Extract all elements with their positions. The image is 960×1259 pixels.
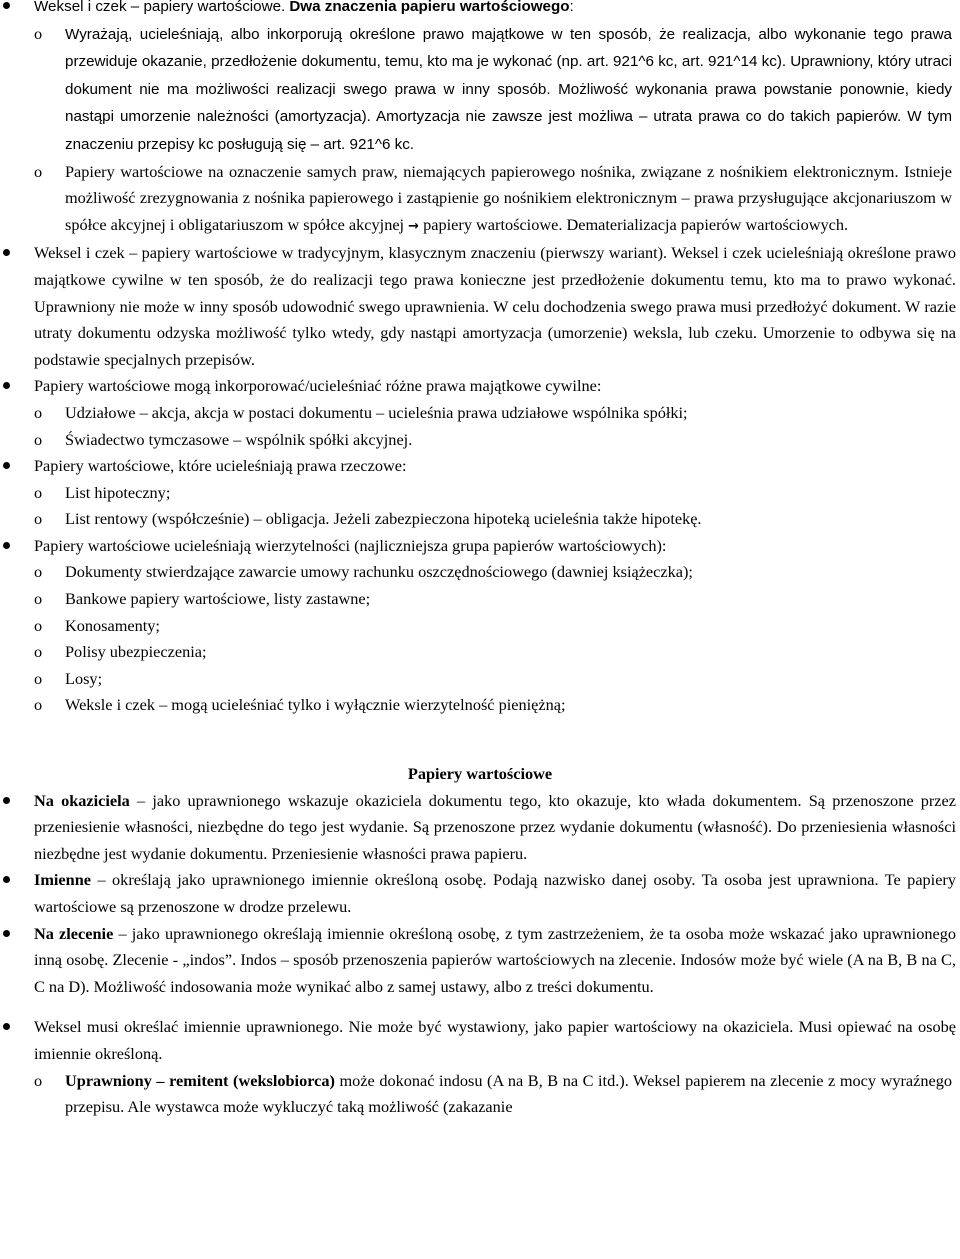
term-description: – jako uprawnionego określają imiennie określoną osobę, z tym zastrzeżeniem, że ta osoba może wskazać jako uprawnionego inną osobę. Zlecenie - „indos”. Indos – sposób przenoszenia papierów wartościowych na zlecenie. Indosów może być wiele (A na B, B na C, C na D). Możliwość indosowania może wynikać albo z samej ustawy, albo z treści dokumentu. (34, 923, 956, 996)
bullet-text: Papiery wartościowe, które ucieleśniają prawa rzeczowe: (34, 456, 407, 476)
term-bold: Uprawniony – remitent (wekslobiorca) (65, 1070, 335, 1090)
sub-item-text-b: papiery wartościowe. Dematerializacja papierów wartościowych. (423, 214, 849, 234)
term-description: – jako uprawnionego wskazuje okaziciela dokumentu tego, kto okazuje, kto włada dokumentem. Są przenoszone przez przeniesienie własności, niezbędne do tego jest wydanie. Są przenoszone przez wydanie dokumentu (własność). Do przeniesienia własności niezbędne jest wydanie dokumentu. Przeniesienie własności prawa papieru. (34, 790, 956, 863)
bullet-list-3 (0, 1014, 960, 1120)
term-bold: Na zlecenie (34, 923, 114, 943)
term-bold: Na okaziciela (34, 790, 130, 810)
bullet-text: Weksel i czek – papiery wartościowe w tradycyjnym, klasycznym znaczeniu (pierwszy wariant). Weksel i czek ucieleśniają określone prawo majątkowe cywilne w ten sposób, że do realizacji tego prawa konieczne jest przedłożenie dokumentu temu, kto ma to prawo wykonać. Uprawniony nie może w inny sposób udowodnić swego uprawnienia. W celu dochodzenia swego prawa musi przedłożyć dokument. W razie utraty dokumentu odzyska możliwość tylko wtedy, gdy nastąpi amortyzacja (umorzenie) weksla, lub czeku. Umorzenie to odbywa się na podstawie specjalnych przepisów. (34, 243, 956, 369)
bullet-text: Papiery wartościowe mogą inkorporować/ucieleśniać różne prawa majątkowe cywilne: (34, 376, 602, 396)
list-item (0, 533, 960, 719)
term-description: – określają jako uprawnionego imiennie określoną osobę. Podają nazwisko danej osoby. Ta osoba jest uprawniona. Te papiery wartościowe są przenoszone w drodze przelewu. (34, 870, 956, 916)
colon-text: : (569, 0, 574, 15)
list-item (0, 1014, 960, 1120)
sub-list-item: o Udziałowe – akcja, akcja w postaci dokumentu – ucieleśnia prawa udziałowe wspólnika spółki; (0, 400, 956, 427)
sub-item-text-a: Papiery wartościowe na oznaczenie samych praw, niemających papierowego nośnika, związane z nośnikiem elektronicznym. Istnieje możliwość zrezygnowania z nośnika papierowego i zastąpienie go nośnikiem elektronicznym – prawa przysługujące akcjonariuszom w spółce akcyjnej i obligatariuszom w spółce akcyjnej (65, 161, 952, 234)
spacer (0, 1000, 960, 1014)
section-heading: Papiery wartościowe (407, 764, 553, 784)
list-item (0, 240, 960, 373)
sub-list-item: o Losy; (0, 666, 956, 693)
sub-list-item: o Bankowe papiery wartościowe, listy zastawne; (0, 586, 956, 613)
sub-list (34, 21, 956, 241)
sub-list-item (0, 1068, 956, 1121)
bullet-text: Weksel i czek – papiery wartościowe. (34, 0, 286, 15)
bullet-bold-text: Dwa znaczenia papieru wartościowego (289, 0, 570, 15)
list-item (0, 373, 960, 453)
sub-list-item: o Świadectwo tymczasowe – wspólnik spółki akcyjnej. (0, 427, 956, 454)
term-description: może dokonać indosu (A na B, B na C itd.). Weksel papierem na zlecenie z mocy wyraźnego przepisu. Ale wystawca może wykluczyć taką możliwość (zakazanie (65, 1070, 952, 1117)
bullet-list-2 (0, 788, 960, 1001)
bullet-text: Papiery wartościowe ucieleśniają wierzytelności (najliczniejsza grupa papierów wartościowych): (34, 535, 667, 555)
sub-list (34, 1068, 956, 1121)
list-item (0, 921, 960, 1001)
list-item (0, 453, 960, 533)
sub-item-text-a: Wyrażają, ucieleśniają, albo inkorporują określone prawo majątkowe w ten sposób, że realizacja, albo wykonanie tego prawa przewiduje okazanie, przedłożenie dokumentu, temu, kto ma je wykonać (np. art. 921^6 kc, art. 921^14 kc). (65, 25, 952, 71)
list-item (0, 867, 960, 920)
term-bold: Imienne (34, 870, 91, 890)
sub-list-item: o Weksle i czek – mogą ucieleśniać tylko i wyłącznie wierzytelność pieniężną; (0, 692, 956, 719)
list-item (0, 0, 960, 240)
sub-list-item (0, 159, 956, 241)
spacer (0, 719, 960, 747)
sub-list-item (0, 21, 956, 159)
sub-item-text-b: Uprawniony, który utraci dokument nie ma możliwości realizacji swego prawa w inny sposób. Możliwość wykonania prawa powstanie ponownie, kiedy nastąpi umorzenie należności (amortyzacja). Amortyzacja nie zawsze jest możliwa – utrata prawa co do takich papierów. W tym znaczeniu przepisy kc posługują się – art. 921^6 kc. (65, 53, 952, 153)
sub-list-item: o List rentowy (współcześnie) – obligacja. Jeżeli zabezpieczona hipoteką ucieleśnia także hipotekę. (0, 506, 956, 533)
bullet-text: Weksel musi określać imiennie uprawnionego. Nie może być wystawiony, jako papier wartościowy na okaziciela. Musi opiewać na osobę imiennie określoną. (34, 1017, 956, 1063)
sub-list-item: o Konosamenty; (0, 613, 956, 640)
arrow-right-icon: → (408, 218, 420, 234)
sub-list (34, 559, 956, 719)
sub-list (34, 400, 956, 453)
sub-list-item: o Dokumenty stwierdzające zawarcie umowy rachunku oszczędnościowego (dawniej książeczka); (0, 559, 956, 586)
sub-list-item: o List hipoteczny; (0, 480, 956, 507)
sub-list (34, 480, 956, 533)
sub-list-item: o Polisy ubezpieczenia; (0, 639, 956, 666)
list-item (0, 788, 960, 868)
